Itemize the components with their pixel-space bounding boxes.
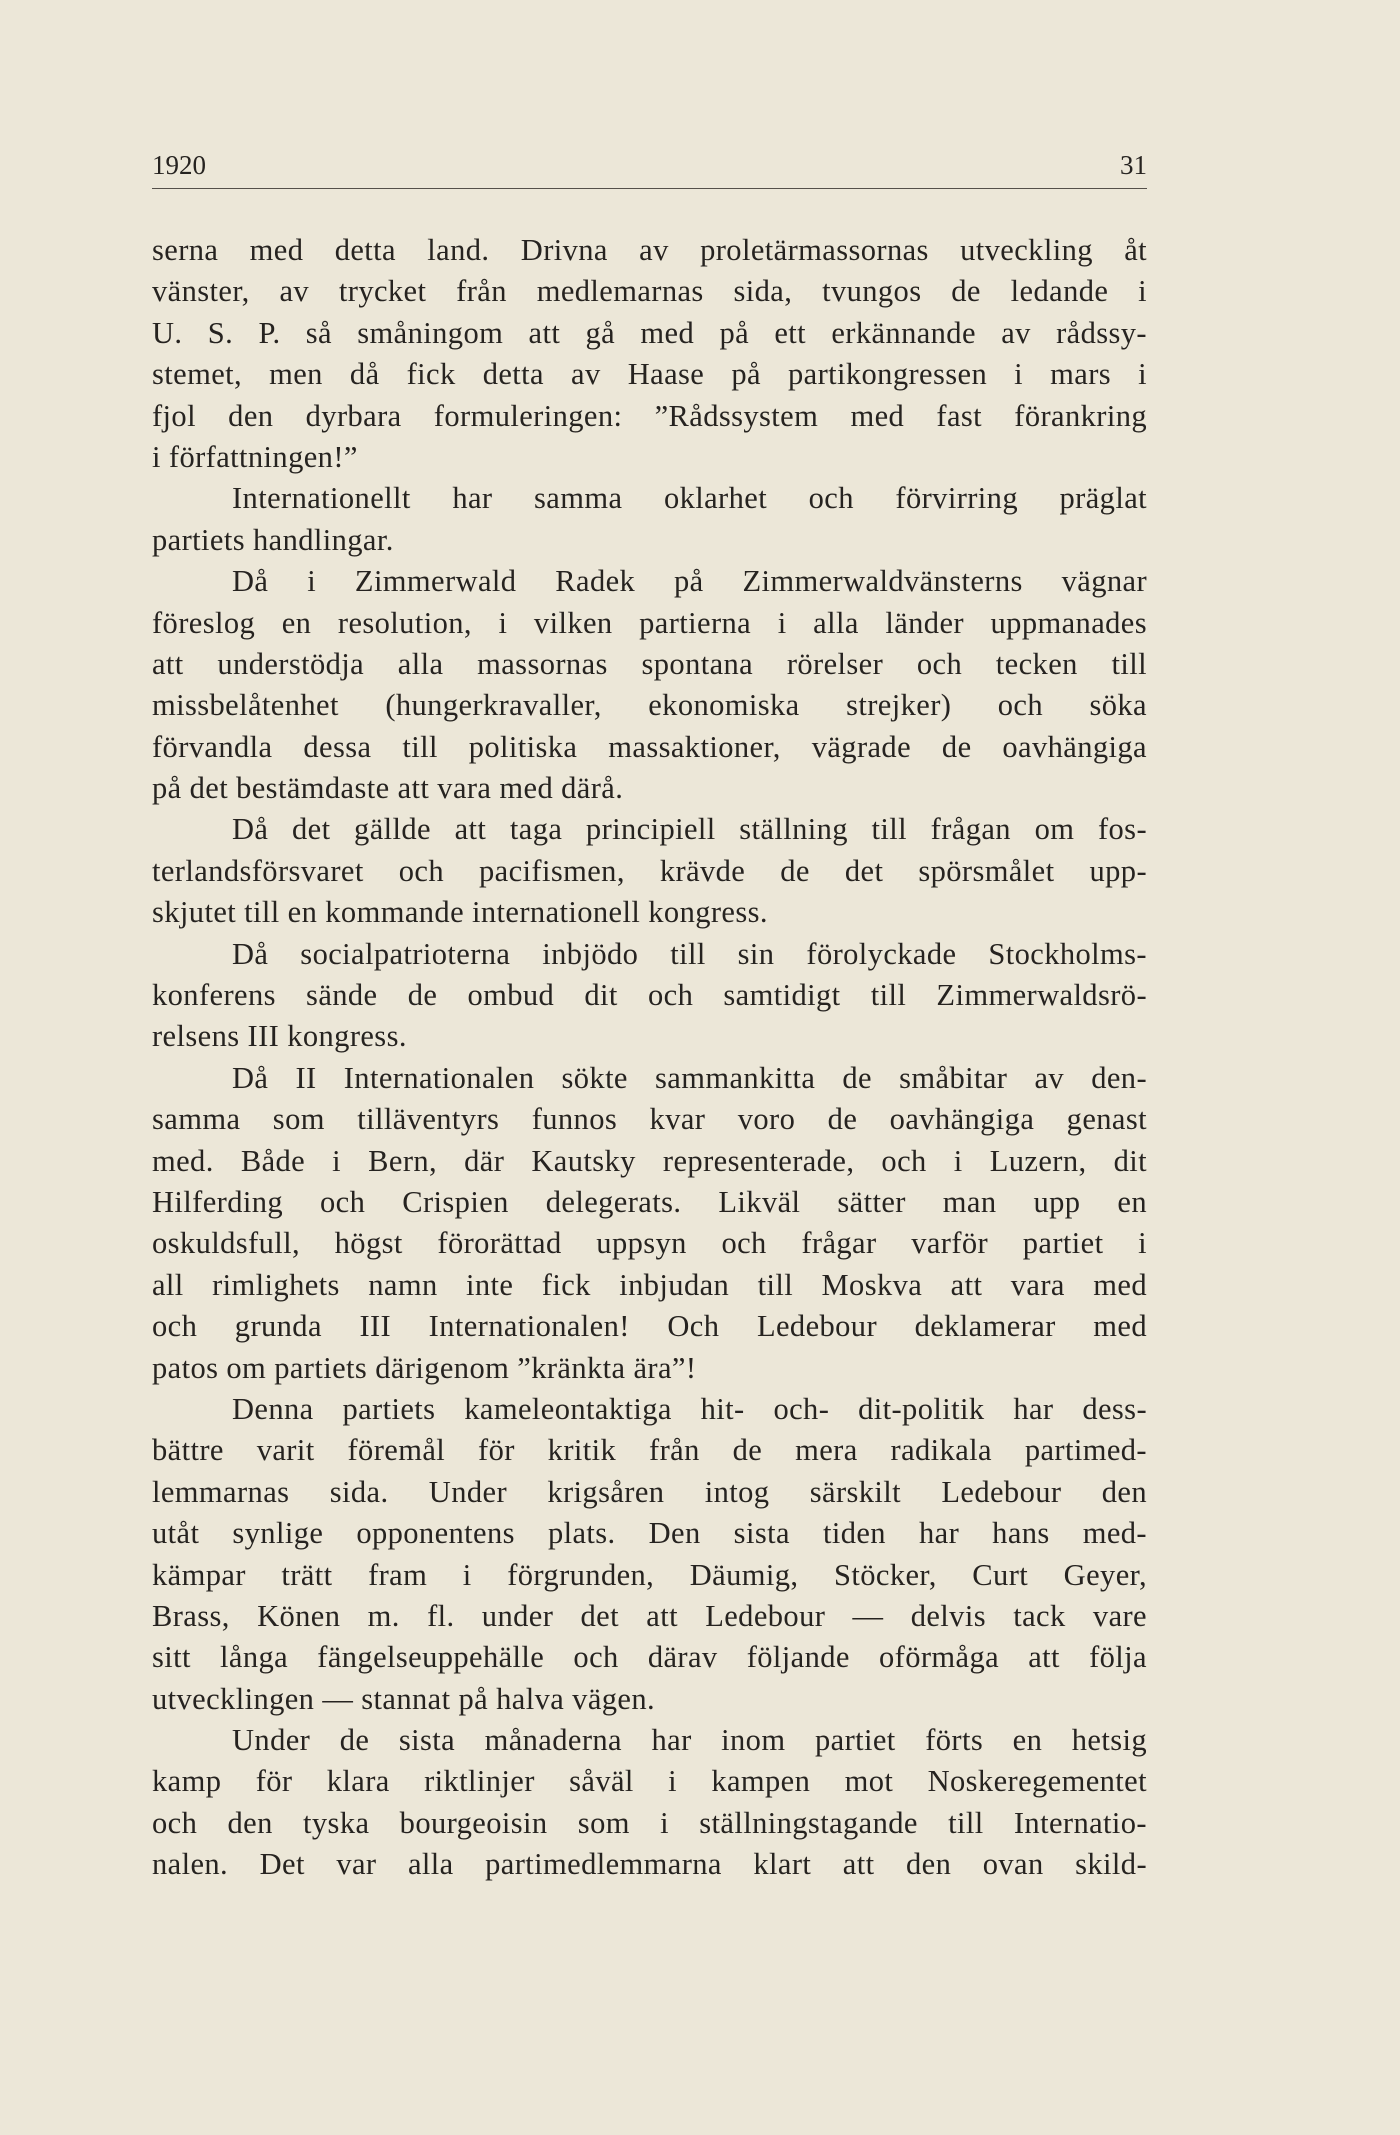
text-line: sitt långa fängelseuppehälle och därav följande oförmåga att följa <box>152 1640 1147 1675</box>
text-line: terlandsförsvaret och pacifismen, krävde de det spörsmålet upp- <box>152 853 1147 888</box>
text-line: serna med detta land. Drivna av proletärmassornas utveckling åt <box>152 233 1147 267</box>
text-line: Denna partiets kameleontaktiga hit- och- dit-politik har dess- <box>232 1391 1147 1426</box>
text-line: föreslog en resolution, i vilken partierna i alla länder uppmanades <box>152 605 1147 640</box>
text-line: Under de sista månaderna har inom partiet förts en hetsig <box>232 1723 1147 1758</box>
text-line: Hilferding och Crispien delegerats. Likväl sätter man upp en <box>152 1184 1147 1219</box>
body-text <box>152 230 1147 1886</box>
text-line: Brass, Könen m. fl. under det att Ledebour — delvis tack vare <box>152 1598 1147 1633</box>
text-line: kamp för klara riktlinjer såväl i kampen mot Noskeregementet <box>152 1764 1147 1799</box>
header-rule <box>152 188 1147 189</box>
text-line: Då socialpatrioterna inbjödo till sin förolyckade Stockholms- <box>232 936 1147 971</box>
text-line: relsens III kongress. <box>152 1019 407 1054</box>
text-line: utåt synlige opponentens plats. Den sista tiden har hans med- <box>152 1516 1147 1551</box>
header-year: 1920 <box>152 150 206 180</box>
text-line: och den tyska bourgeoisin som i ställningstagande till Internatio- <box>152 1805 1147 1840</box>
text-line: på det bestämdaste att vara med därå. <box>152 771 624 806</box>
text-line: bättre varit föremål för kritik från de mera radikala partimed- <box>152 1433 1147 1468</box>
running-header <box>152 148 1147 192</box>
text-line: stemet, men då fick detta av Haase på partikongressen i mars i <box>152 357 1147 392</box>
text-line: U. S. P. så småningom att gå med på ett erkännande av rådssy- <box>152 315 1147 350</box>
text-line: Då det gällde att taga principiell ställning till frågan om fos- <box>232 812 1147 847</box>
text-line: med. Både i Bern, där Kautsky representerade, och i Luzern, dit <box>152 1143 1147 1178</box>
text-line: förvandla dessa till politiska massaktioner, vägrade de oavhängiga <box>152 729 1147 764</box>
text-line: att understödja alla massornas spontana rörelser och tecken till <box>152 646 1147 681</box>
text-line: skjutet till en kommande internationell kongress. <box>152 895 768 930</box>
text-line: oskuldsfull, högst förorättad uppsyn och frågar varför partiet i <box>152 1226 1147 1261</box>
page-number: 31 <box>1120 150 1147 180</box>
text-line: Då II Internationalen sökte sammankitta de småbitar av den- <box>232 1060 1147 1095</box>
text-line: utvecklingen — stannat på halva vägen. <box>152 1681 656 1716</box>
text-line: Internationellt har samma oklarhet och förvirring präglat <box>232 481 1147 516</box>
text-line: lemmarnas sida. Under krigsåren intog särskilt Ledebour den <box>152 1474 1147 1509</box>
text-line: all rimlighets namn inte fick inbjudan till Moskva att vara med <box>152 1267 1147 1302</box>
text-line: missbelåtenhet (hungerkravaller, ekonomiska strejker) och söka <box>152 688 1147 723</box>
text-line: och grunda III Internationalen! Och Ledebour deklamerar med <box>152 1309 1147 1344</box>
text-line: fjol den dyrbara formuleringen: ”Rådssystem med fast förankring <box>152 398 1147 433</box>
text-line: kämpar trätt fram i förgrunden, Däumig, Stöcker, Curt Geyer, <box>152 1557 1147 1592</box>
text-line: partiets handlingar. <box>152 522 394 557</box>
text-line: i författningen!” <box>152 439 358 474</box>
text-line: konferens sände de ombud dit och samtidigt till Zimmerwaldsrö- <box>152 978 1147 1013</box>
text-line: samma som tilläventyrs funnos kvar voro de oavhängiga genast <box>152 1102 1147 1137</box>
text-line: nalen. Det var alla partimedlemmarna klart att den ovan skild- <box>152 1847 1147 1882</box>
text-line: Då i Zimmerwald Radek på Zimmerwaldvänsterns vägnar <box>232 564 1147 599</box>
text-line: patos om partiets därigenom ”kränkta ära”! <box>152 1350 697 1385</box>
text-line: vänster, av trycket från medlemarnas sida, tvungos de ledande i <box>152 274 1147 309</box>
